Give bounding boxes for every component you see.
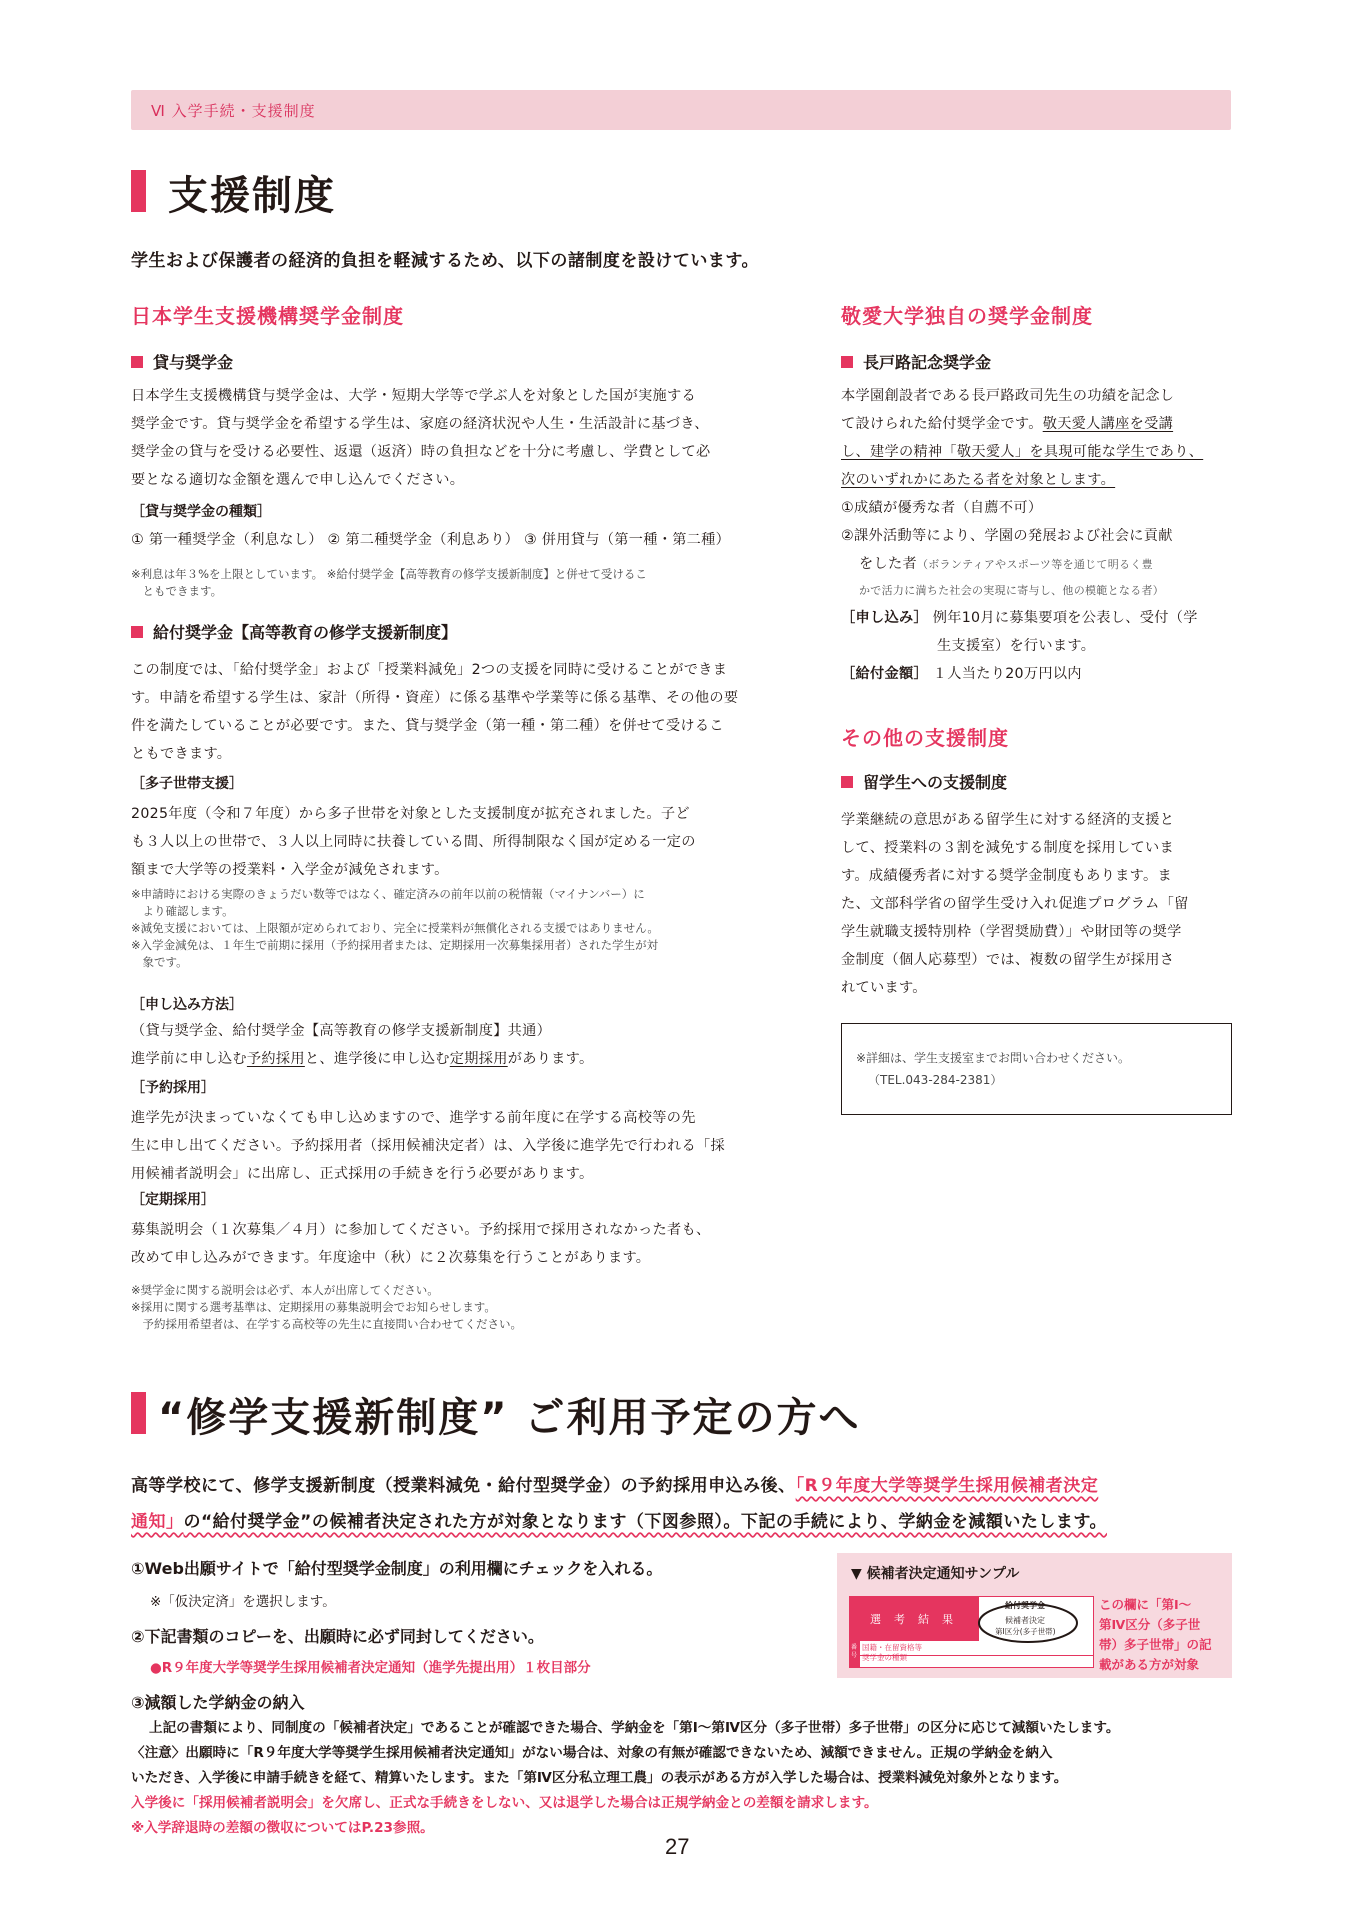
jasso-heading: 日本学生支援機構奨学金制度 (131, 304, 404, 328)
regular-label: ［定期採用］ (131, 1192, 215, 1208)
sample-rows: 国籍・在留資格等 奨学金の種類 (862, 1643, 922, 1662)
nagatoro-subheading: 長戸路記念奨学金 (841, 350, 991, 373)
reservation-body: 進学先が決まっていなくても申し込めますので、進学する前年度に在学する高校等の先 生に申し出てください。予約採用者（採用候補決定者）は、入学後に進学先で行われる「採 用候補者説明会」に出席し、正式採用の手続きを行う必要があります。 (131, 1110, 725, 1182)
apply-method-scope: （貸与奨学金、給付奨学金【高等教育の修学支援新制度】共通） (131, 1023, 552, 1039)
step3-body: 上記の書類により、同制度の「候補者決定」であることが確認できた場合、学納金を「第Ⅰ～第Ⅳ区分（多子世帯）多子世帯」の区分に応じて減額いたします。 〈注意〉出願時に「R９年度大学等奨学生採用候補者決定通知」がない場合は、対象の有無が確認できないため、減額できません。正規の学納金を納入 いただき、入学後に申請手続きを経て、精算いたします。また「第Ⅳ区分私立理工農」の表示がある方が入学した場合は、授業料減免対象外となります。 入学後に「採用候補者説明会」を欠席し、正式な手続きをしない、又は退学した場合は正規学納金との差額を請求します。 ※入学辞退時の差額の徴収についてはP.23参照。 (131, 1716, 1236, 1841)
loan-notes: ※利息は年３%を上限としています。 ※給付奨学金【高等教育の修学支援新制度】と併せて受けるこ ともできます。 (131, 567, 647, 598)
apply-method-line: 進学前に申し込む予約採用と、進学後に申し込む定期採用があります。 (131, 1051, 594, 1067)
other-support-heading: その他の支援制度 (841, 726, 1009, 750)
title-marker-2 (131, 1392, 146, 1434)
contact-note: ※詳細は、学生支援室までお問い合わせください。 (856, 1051, 1131, 1065)
apply-method-label: ［申し込み方法］ (131, 997, 243, 1013)
step3-text: ③減額した学納金の納入 (131, 1693, 305, 1712)
page-title: 支援制度 (168, 173, 336, 219)
section-label: Ⅵ 入学手続・支援制度 (151, 102, 316, 120)
page-number: 27 (665, 1834, 690, 1859)
intro-text: 学生および保護者の経済的負担を軽減するため、以下の諸制度を設けています。 (131, 251, 759, 271)
section-header-band (131, 90, 1231, 130)
keiai-heading: 敬愛大学独自の奨学金制度 (841, 304, 1093, 328)
step2-text: ②下記書類のコピーを、出願時に必ず同封してください。 (131, 1627, 544, 1646)
sample-notice-image (849, 1596, 1094, 1668)
multi-child-label: ［多子世帯支援］ (131, 776, 243, 792)
apply-notes: ※奨学金に関する説明会は必ず、本人が出席してください。 ※採用に関する選考基準は、定期採用の募集説明会でお知らせします。 予約採用希望者は、在学する高校等の先生に直接問い合わせてください。 (131, 1283, 522, 1331)
sample-side-strip: 番号 (850, 1641, 860, 1668)
sample-result-header: 選 考 結 果 (850, 1597, 978, 1641)
grant-body: この制度では、「給付奨学金」および「授業料減免」2つの支援を同時に受けることができま す。申請を希望する学生は、家計（所得・資産）に係る基準や学業等に係る基準、その他の要 件を満たしていることが必要です。また、貸与奨学金（第一種・第二種）を併せて受けるこ ともできます。 (131, 662, 739, 762)
step1-note: ※「仮決定済」を選択します。 (150, 1594, 336, 1610)
contact-phone: （TEL.043-284-2381） (868, 1073, 1003, 1087)
highlight-ellipse (976, 1601, 1082, 1645)
regular-body: 募集説明会（１次募集／４月）に参加してください。予約採用で採用されなかった者も、 改めて申し込みができます。年度途中（秋）に２次募集を行うことがあります。 (131, 1222, 711, 1266)
refund-note: ※入学辞退時の差額の徴収についてはP.23参照。 (131, 1820, 434, 1836)
loan-types: ① 第一種奨学金（利息なし） ② 第二種奨学金（利息あり） ③ 併用貸与（第一種・第二種） (131, 532, 731, 548)
reservation-label: ［予約採用］ (131, 1080, 215, 1096)
intl-student-subheading: 留学生への支援制度 (841, 770, 1007, 793)
intl-student-body: 学業継続の意思がある留学生に対する経済的支援と して、授業料の３割を減免する制度を採用していま す。成績優秀者に対する奨学金制度もあります。ま た、文部科学省の留学生受け入れ促進プログラム「留 学生就職支援特別枠（学習奨励費）」や財団等の奨学 金制度（個人応募型）では、複数の留学生が採用さ れています。 (841, 812, 1189, 996)
contact-box (841, 1023, 1232, 1115)
loan-body: 日本学生支援機構貸与奨学金は、大学・短期大学等で学ぶ人を対象とした国が実施する 奨学金です。貸与奨学金を希望する学生は、家庭の経済状況や人生・生活設計に基づき、 奨学金の貸与を受ける必要性、返還（返済）時の負担などを十分に考慮し、学費として必 要となる適切な金額を選んで申し込んでください。 (131, 388, 711, 488)
step1-text: ①Web出願サイトで「給付型奨学金制度」の利用欄にチェックを入れる。 (131, 1559, 663, 1578)
sample-grant-cell: 給付奨学金 候補者決定 第Ⅰ区分(多子世帯) (978, 1597, 1094, 1641)
loan-subheading: 貸与奨学金 (131, 350, 233, 373)
sample-title: ▼ 候補者決定通知サンプル (851, 1566, 1020, 1582)
sample-row-divider (860, 1655, 1094, 1656)
sample-caption: この欄に「第Ⅰ～ 第Ⅳ区分（多子世 帯）多子世帯」の記 載がある方が対象 (1099, 1597, 1212, 1672)
warning-text: 入学後に「採用候補者説明会」を欠席し、正式な手続きをしない、又は退学した場合は正規学納金との差額を請求します。 (131, 1795, 878, 1811)
multi-child-body: 2025年度（令和７年度）から多子世帯を対象とした支援制度が拡充されました。子ど も３人以上の世帯で、３人以上同時に扶養している間、所得制限なく国が定める一定の 額まで大学等の授業料・入学金が減免されます。 (131, 806, 696, 878)
nagatoro-body: 本学園創設者である長戸路政司先生の功績を記念し て設けられた給付奨学金です。敬天愛人講座を受講 し、建学の精神「敬天愛人」を具現可能な学生であり、 次のいずれかにあたる者を対象とします。 ①成績が優秀な者（自薦不可） ②課外活動等により、学園の発展および社会に貢献 をした者（ボランティアやスポーツ等を通じて明るく豊 かで活力に満ちた社会の実現に寄与し、他の模範となる者） (841, 388, 1204, 597)
step2-doc: ●R９年度大学等奨学生採用候補者決定通知（進学先提出用）１枚目部分 (150, 1660, 591, 1676)
loan-types-label: ［貸与奨学金の種類］ (131, 504, 271, 520)
grant-subheading: 給付奨学金【高等教育の修学支援新制度】 (131, 620, 457, 643)
nagatoro-apply: ［申し込み］ 例年10月に募集要項を公表し、受付（学 生支援室）を行います。 ［給付金額］ １人当たり20万円以内 (841, 610, 1198, 682)
section-title-2: “修学支援新制度” ご利用予定の方へ (158, 1395, 861, 1441)
title-marker (131, 170, 146, 212)
s2-lead: 高等学校にて、修学支援新制度（授業料減免・給付型奨学金）の予約採用申込み後、「R９年度大学等奨学生採用候補者決定 通知」の“給付奨学金”の候補者決定された方が対象となります（下図参照）。下記の手続により、学納金を減額いたします。 (131, 1476, 1107, 1532)
multi-child-notes: ※申請時における実際のきょうだい数等ではなく、確定済みの前年以前の税情報（マイナンバー）に より確認します。 ※減免支援においては、上限額が定められており、完全に授業料が無償化される支援ではありません。 ※入学金減免は、１年生で前期に採用（予約採用者または、定期採用一次募集採用者）された学生が対 象です。 (131, 887, 659, 969)
